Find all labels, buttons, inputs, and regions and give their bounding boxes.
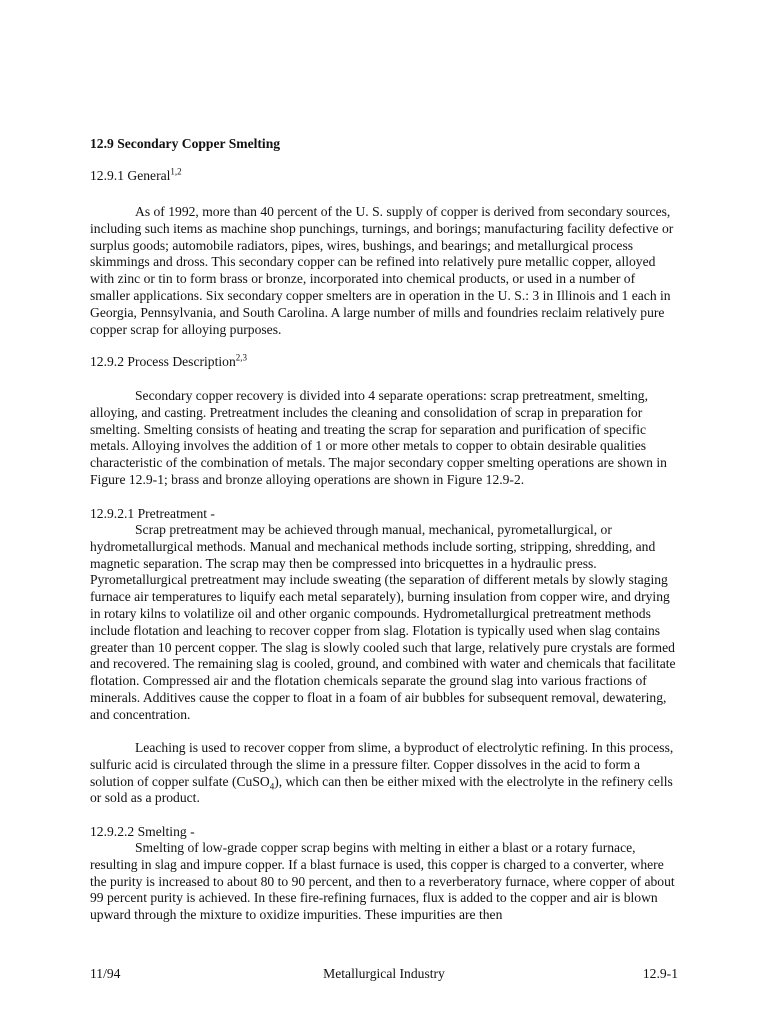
sulfate-subscript: 4 [269,781,275,792]
pretreatment-paragraph2-block [90,740,678,807]
process-description-paragraph: Secondary copper recovery is divided into 4 separate operations: scrap pretreatment, smelting, alloying, and casting. Pretreatment includes the cleaning and consolidation of scrap in preparation for smelting. Smelting consists of heating and treating the scrap for separation and purification of specific metals. Alloying involves the addition of 1 or more other metals to copper to obtain desirable qualities characteristic of the combination of metals. The major secondary copper smelting operations are shown in Figure 12.9-1; brass and bronze alloying operations are shown in Figure 12.9-2. [90,388,667,487]
process-description-heading-refs: 2,3 [235,352,247,363]
general-heading-refs: 1,2 [170,166,182,177]
section-title: 12.9 Secondary Copper Smelting [90,136,281,151]
leaching-text-start: Leaching is used to recover copper from slime, a byproduct of electrolytic refining. In this process, sulfuric acid is circulated through the slime in a pressure filter. Copper dissolves in the acid to form a solution of copper sulfate (CuSO [90,740,674,789]
process-description-heading [90,354,247,371]
pretreatment-paragraph-2 [90,740,678,807]
process-description-heading-text: 12.9.2 Process Description [90,354,236,369]
smelting-paragraph-block [90,840,678,924]
pretreatment-heading: 12.9.2.1 Pretreatment - [90,506,215,521]
process-description-paragraph-block [90,388,678,489]
pretreatment-paragraph1-block [90,522,678,724]
general-paragraph: As of 1992, more than 40 percent of the U. S. supply of copper is derived from secondary sources, including such items as machine shop punchings, turnings, and borings; manufacturing facility defective or surplus goods; automobile radiators, pipes, wires, bushings, and bearings; and metallurgical process skimmings and dross. This secondary copper can be refined into relatively pure metallic copper, alloyed with zinc or tin to form brass or bronze, incorporated into chemical products, or used in a number of smaller applications. Six secondary copper smelters are in operation in the U. S.: 3 in Illinois and 1 each in Georgia, Pennsylvania, and South Carolina. A large number of mills and foundries reclaim relatively pure copper scrap for alloying purposes. [90,204,674,337]
general-heading-text: 12.9.1 General [90,168,171,183]
smelting-paragraph: Smelting of low-grade copper scrap begins with melting in either a blast or a rotary furnace, resulting in slag and impure copper. If a blast furnace is used, this copper is charged to a converter, where the purity is increased to about 80 to 90 percent, and then to a reverberatory furnace, where copper of about 99 percent purity is achieved. In these fire-refining furnaces, flux is added to the copper and air is blown upward through the mixture to oxidize impurities. These impurities are then [90,840,675,923]
footer-date: 11/94 [90,966,121,981]
general-paragraph-block [90,204,678,338]
general-heading [90,168,182,185]
footer-chapter: Metallurgical Industry [323,966,445,981]
leaching-text-end: ), which can then be either mixed with the electrolyte in the refinery cells or sold as a product. [90,773,673,806]
pretreatment-paragraph-1: Scrap pretreatment may be achieved through manual, mechanical, pyrometallurgical, or hydrometallurgical methods. Manual and mechanical methods include sorting, stripping, shredding, and magnetic separation. The scrap may then be compressed into bricquettes in a hydraulic press. Pyrometallurgical pretreatment may include sweating (the separation of different metals by slowly staging furnace air temperatures to liquify each metal separately), burning insulation from copper wire, and drying in rotary kilns to volatilize oil and other organic compounds. Hydrometallurgical pretreatment methods include flotation and leaching to recover copper from slag. Flotation is typically used when slag contains greater than 10 percent copper. The slag is slowly cooled such that large, relatively pure crystals are formed and recovered. The remaining slag is cooled, ground, and combined with water and chemicals that facilitate flotation. Compressed air and the flotation chemicals separate the ground slag into various fractions of minerals. Additives cause the copper to float in a foam of air bubbles for subsequent removal, dewatering, and concentration. [90,522,676,722]
smelting-heading: 12.9.2.2 Smelting - [90,824,195,839]
footer-page-number: 12.9-1 [642,966,678,981]
page-footer [90,966,678,984]
